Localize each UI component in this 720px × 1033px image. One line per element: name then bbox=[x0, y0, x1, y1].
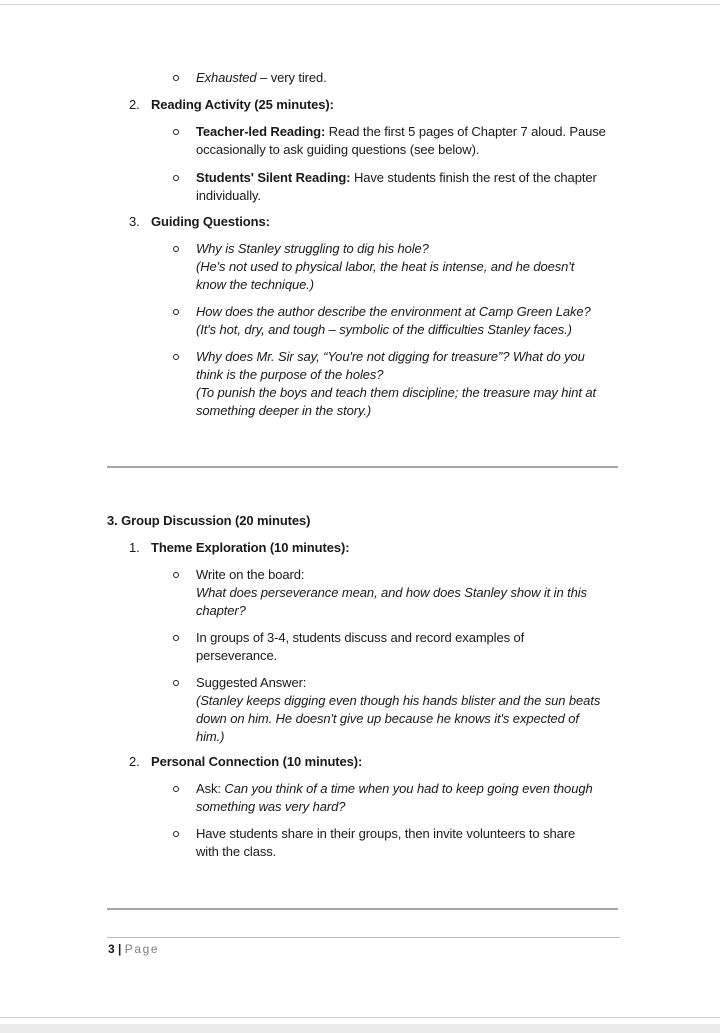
theme-item3-line1: Suggested Answer: bbox=[196, 675, 307, 690]
guiding-questions-number: 3. bbox=[129, 214, 140, 229]
silent-reading-line2: individually. bbox=[196, 188, 261, 203]
bullet-icon bbox=[173, 635, 179, 641]
group-discussion-heading: 3. Group Discussion (20 minutes) bbox=[107, 513, 311, 528]
bullet-icon bbox=[173, 680, 179, 686]
section-divider bbox=[107, 466, 618, 468]
teacher-reading-line1 bbox=[196, 123, 606, 141]
theme-item3-line3: down on him. He doesn't give up because he knows it's expected of bbox=[196, 711, 579, 726]
silent-reading-label: Students' Silent Reading: bbox=[196, 170, 351, 185]
vocab-item bbox=[196, 69, 327, 87]
section-divider bbox=[107, 908, 618, 910]
reading-activity-number: 2. bbox=[129, 97, 140, 112]
question-2: How does the author describe the environment at Camp Green Lake? bbox=[196, 304, 591, 319]
theme-item3-line2: (Stanley keeps digging even though his hands blister and the sun beats bbox=[196, 693, 601, 708]
answer-3-line1: (To punish the boys and teach them discipline; the treasure may hint at bbox=[196, 385, 596, 400]
personal-item1-question: Can you think of a time when you had to keep going even though bbox=[224, 781, 593, 796]
page-number: 3 bbox=[108, 942, 115, 956]
question-3-line1: Why does Mr. Sir say, “You're not digging for treasure”? What do you bbox=[196, 349, 585, 364]
bullet-icon bbox=[173, 129, 179, 135]
page-bottom-edge bbox=[0, 1017, 720, 1018]
bullet-icon bbox=[173, 246, 179, 252]
personal-item1-line1 bbox=[196, 780, 593, 798]
bullet-icon bbox=[173, 175, 179, 181]
personal-item1-line2: something was very hard? bbox=[196, 799, 346, 814]
footer-separator: | bbox=[114, 942, 125, 956]
theme-heading: Theme Exploration (10 minutes): bbox=[151, 540, 350, 555]
answer-2-line1: (It's hot, dry, and tough – symbolic of the difficulties Stanley faces.) bbox=[196, 322, 572, 337]
silent-reading-line1 bbox=[196, 169, 597, 187]
theme-item2-line1: In groups of 3-4, students discuss and record examples of bbox=[196, 630, 525, 645]
bullet-icon bbox=[173, 354, 179, 360]
reading-activity-heading: Reading Activity (25 minutes): bbox=[151, 97, 334, 112]
theme-number: 1. bbox=[129, 540, 140, 555]
question-3-line2: think is the purpose of the holes? bbox=[196, 367, 384, 382]
page-label: Page bbox=[124, 942, 160, 956]
teacher-reading-text: Read the first 5 pages of Chapter 7 aloud. Pause bbox=[325, 124, 606, 139]
footer-rule bbox=[107, 937, 620, 938]
bullet-icon bbox=[173, 75, 179, 81]
page-footer bbox=[108, 941, 159, 957]
personal-number: 2. bbox=[129, 754, 140, 769]
personal-item2-line1: Have students share in their groups, then invite volunteers to share bbox=[196, 826, 576, 841]
question-1: Why is Stanley struggling to dig his hole? bbox=[196, 241, 429, 256]
answer-1-line1: (He's not used to physical labor, the heat is intense, and he doesn't bbox=[196, 259, 575, 274]
bullet-icon bbox=[173, 572, 179, 578]
page-gap bbox=[0, 1024, 720, 1033]
personal-heading: Personal Connection (10 minutes): bbox=[151, 754, 363, 769]
vocab-term: Exhausted bbox=[196, 70, 257, 85]
personal-item2-line2: with the class. bbox=[196, 844, 277, 859]
teacher-reading-label: Teacher-led Reading: bbox=[196, 124, 326, 139]
theme-item2-line2: perseverance. bbox=[196, 648, 278, 663]
theme-item3-line4: him.) bbox=[196, 729, 225, 744]
bullet-icon bbox=[173, 309, 179, 315]
silent-reading-text: Have students finish the rest of the chapter bbox=[350, 170, 597, 185]
answer-1-line2: know the technique.) bbox=[196, 277, 314, 292]
guiding-questions-heading: Guiding Questions: bbox=[151, 214, 270, 229]
theme-item1-line1: Write on the board: bbox=[196, 567, 305, 582]
theme-item1-line2: What does perseverance mean, and how does Stanley show it in this bbox=[196, 585, 587, 600]
page-top-edge bbox=[0, 4, 720, 5]
bullet-icon bbox=[173, 831, 179, 837]
personal-item1-prefix: Ask: bbox=[196, 781, 225, 796]
bullet-icon bbox=[173, 786, 179, 792]
teacher-reading-line2: occasionally to ask guiding questions (see below). bbox=[196, 142, 480, 157]
vocab-definition: – very tired. bbox=[256, 70, 327, 85]
answer-3-line2: something deeper in the story.) bbox=[196, 403, 372, 418]
theme-item1-line3: chapter? bbox=[196, 603, 246, 618]
